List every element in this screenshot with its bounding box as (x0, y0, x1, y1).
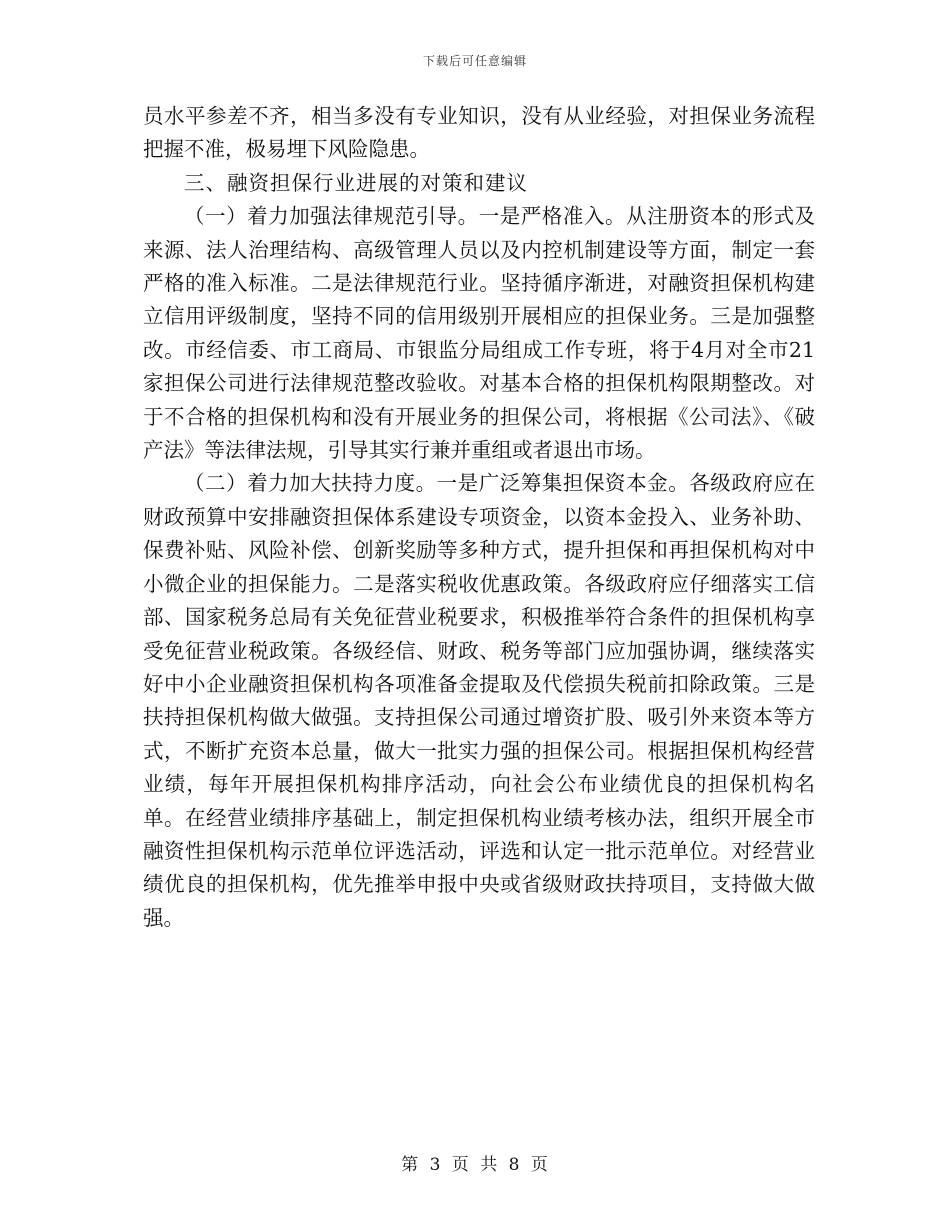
paragraph-support-measures: （二）着力加大扶持力度。一是广泛筹集担保资本金。各级政府应在财政预算中安排融资担保体系建设专项资金，以资本金投入、业务补助、保费补贴、风险补偿、创新奖励等多种方式，提升担保和再担保机构对中小微企业的担保能力。二是落实税收优惠政策。各级政府应仔细落实工信部、国家税务总局有关免征营业税要求，积极推举符合条件的担保机构享受免征营业税政策。各级经信、财政、税务等部门应加强协调，继续落实好中小企业融资担保机构各项准备金提取及代偿损失税前扣除政策。三是扶持担保机构做大做强。支持担保公司通过增资扩股、吸引外来资本等方式，不断扩充资本总量，做大一批实力强的担保公司。根据担保机构经营业绩，每年开展担保机构排序活动，向社会公布业绩优良的担保机构名单。在经营业绩排序基础上，制定担保机构业绩考核办法，组织开展全市融资性担保机构示范单位评选活动，评选和认定一批示范单位。对经营业绩优良的担保机构，优先推举申报中央或省级财政扶持项目，支持做大做强。 (143, 471, 815, 930)
paragraph-legal-guidance: （一）着力加强法律规范引导。一是严格准入。从注册资本的形式及来源、法人治理结构、高级管理人员以及内控机制建设等方面，制定一套严格的准入标准。二是法律规范行业。坚持循序渐进，对融资担保机构建立信用评级制度，坚持不同的信用级别开展相应的担保业务。三是加强整改。市经信委、市工商局、市银监分局组成工作专班，将于4月对全市21家担保公司进行法律规范整改验收。对基本合格的担保机构限期整改。对于不合格的担保机构和没有开展业务的担保公司，将根据《公司法》、《破产法》等法律法规，引导其实行兼并重组或者退出市场。 (143, 204, 815, 463)
page-footer: 第 3 页 共 8 页 (401, 1155, 549, 1175)
paragraph-continuation: 员水平参差不齐，相当多没有专业知识，没有从业经验，对担保业务流程把握不准，极易埋下风险隐患。 (143, 104, 815, 162)
section-heading: 三、融资担保行业进展的对策和建议 (184, 170, 528, 195)
document-body (143, 100, 815, 935)
page-header: 下载后可任意编辑 (422, 54, 527, 68)
